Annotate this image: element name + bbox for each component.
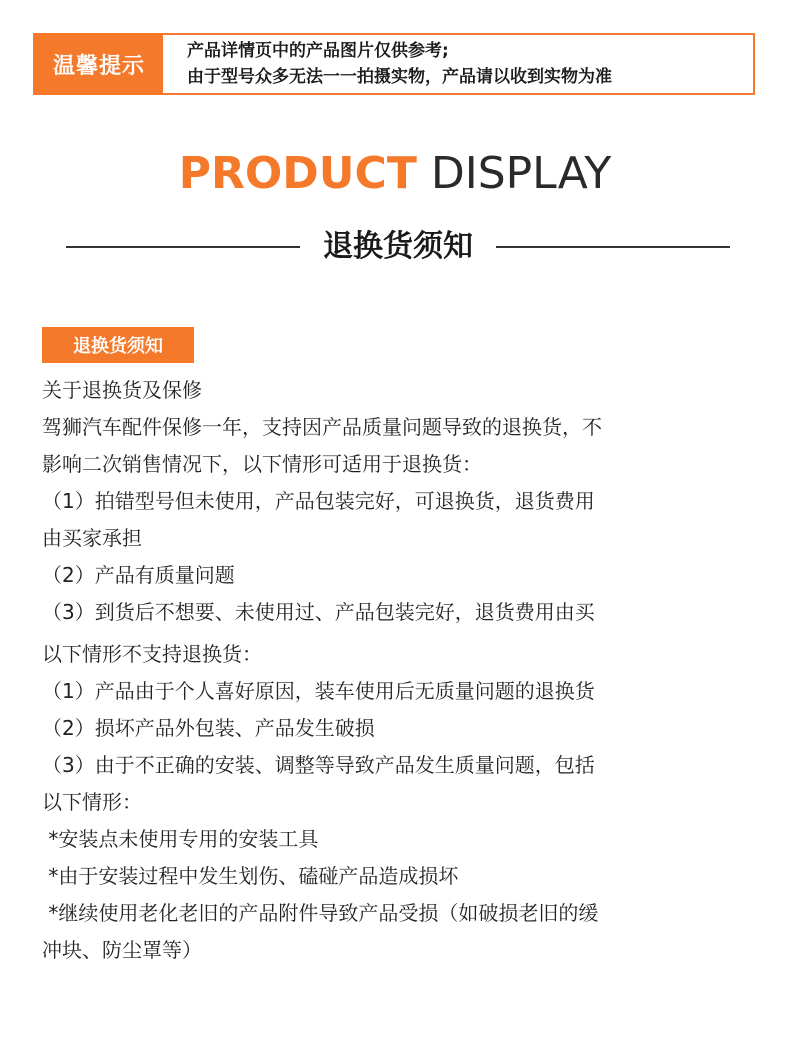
notice-line-2: 由于型号众多无法一一拍摄实物，产品请以收到实物为准: [187, 67, 612, 87]
notice-banner: [33, 33, 755, 95]
policy-line: （3）到货后不想要、未使用过、产品包装完好，退货费用由买: [42, 600, 595, 624]
notice-line-1: 产品详情页中的产品图片仅供参考;: [187, 41, 449, 61]
policy-line: 冲块、防尘罩等）: [42, 938, 202, 962]
policy-line: *由于安装过程中发生划伤、磕碰产品造成损坏: [42, 864, 459, 888]
section-heading: 退换货须知: [323, 229, 473, 264]
policy-line: （1）拍错型号但未使用，产品包装完好，可退换货，退货费用: [42, 489, 595, 513]
divider-line-left: [66, 246, 300, 248]
notice-label: 温馨提示: [35, 35, 163, 93]
product-display-title: [0, 144, 790, 204]
policy-line: *安装点未使用专用的安装工具: [42, 827, 319, 851]
notice-text: [163, 35, 753, 93]
policy-line: （2）损坏产品外包装、产品发生破损: [42, 716, 375, 740]
policy-line: 驾狮汽车配件保修一年，支持因产品质量问题导致的退换货，不: [42, 415, 602, 439]
section-divider: [0, 222, 790, 272]
policy-line: 以下情形：: [42, 790, 142, 814]
policy-line: 由买家承担: [42, 526, 142, 550]
policy-line: （1）产品由于个人喜好原因，装车使用后无质量问题的退换货: [42, 679, 595, 703]
policy-line: （3）由于不正确的安装、调整等导致产品发生质量问题，包括: [42, 753, 595, 777]
policy-body: [42, 372, 754, 969]
policy-line: 以下情形不支持退换货：: [42, 642, 262, 666]
section-tag: 退换货须知: [42, 327, 194, 363]
divider-line-right: [496, 246, 730, 248]
title-word-product: PRODUCT: [178, 148, 417, 199]
title-word-display: DISPLAY: [430, 148, 612, 199]
policy-line: *继续使用老化老旧的产品附件导致产品受损（如破损老旧的缓: [42, 901, 599, 925]
policy-line: 影响二次销售情况下，以下情形可适用于退换货：: [42, 452, 482, 476]
policy-line: （2）产品有质量问题: [42, 563, 235, 587]
policy-line: 关于退换货及保修: [42, 378, 202, 402]
